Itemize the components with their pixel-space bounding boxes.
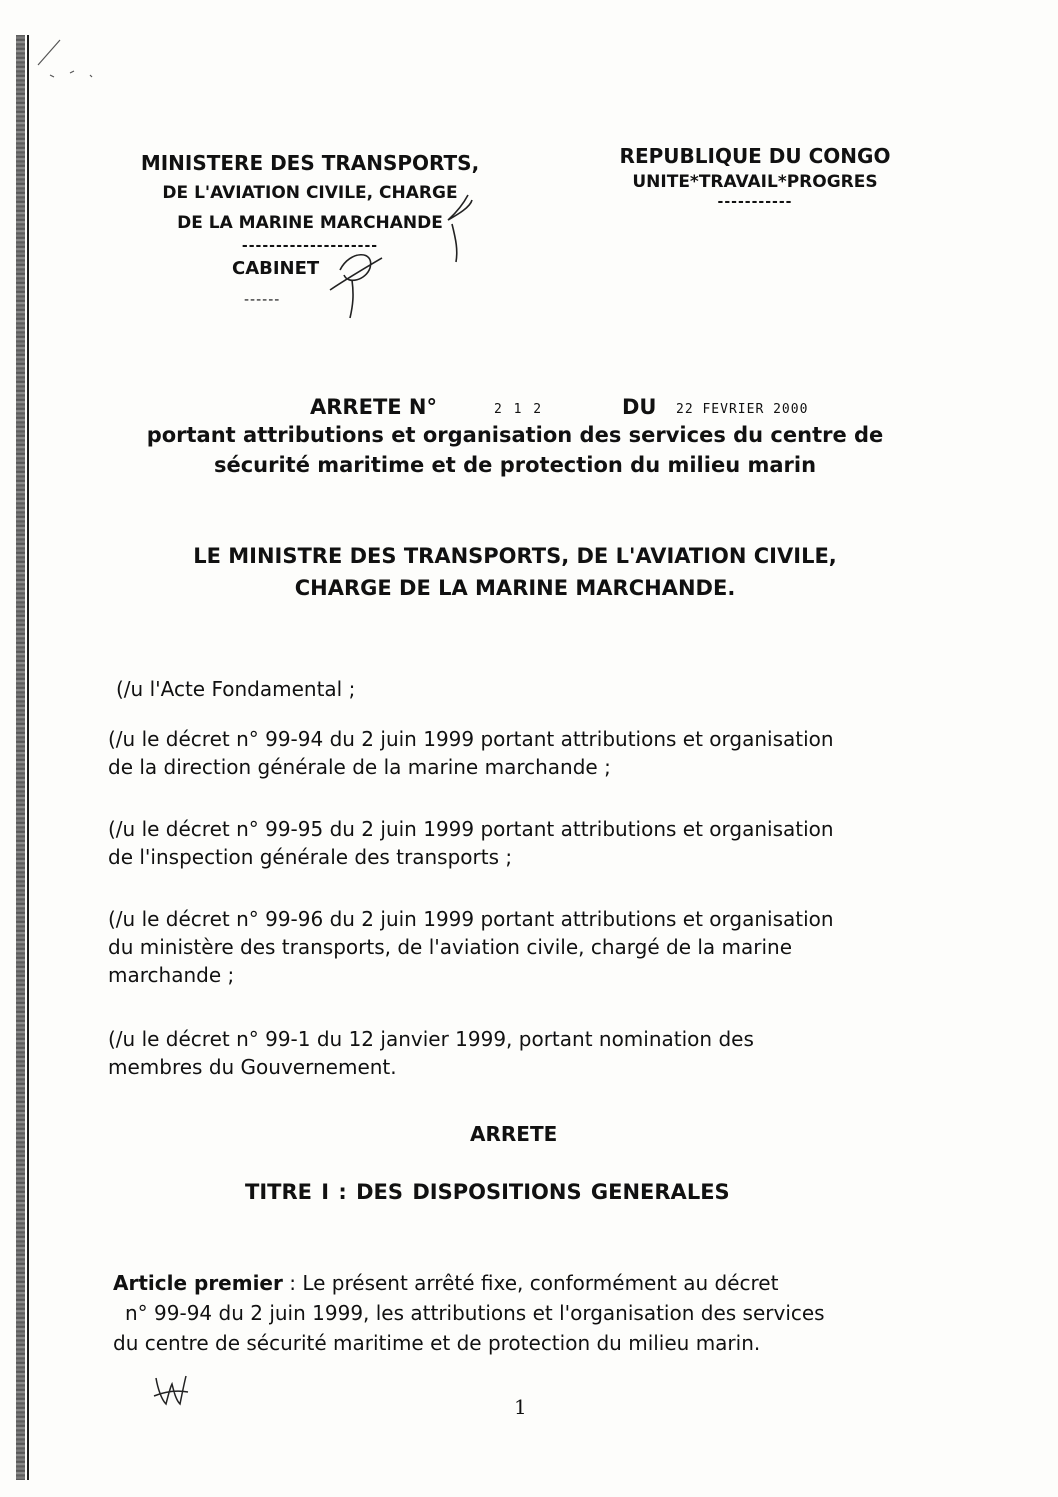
republic-separator: ----------- <box>717 194 793 210</box>
considerant-5 <box>108 1025 923 1081</box>
titre-heading: TITRE I : DES DISPOSITIONS GENERALES <box>245 1180 730 1204</box>
considerant-4-line-1: (/u le décret n° 99-96 du 2 juin 1999 portant attributions et organisation <box>108 907 834 931</box>
considerant-3-line-1: (/u le décret n° 99-95 du 2 juin 1999 portant attributions et organisation <box>108 817 834 841</box>
considerant-4-line-2: du ministère des transports, de l'aviation civile, chargé de la marine <box>108 935 793 959</box>
considerant-4 <box>108 905 923 989</box>
handwritten-paraph-mark <box>320 240 390 320</box>
ministry-line-2: DE L'AVIATION CIVILE, CHARGE <box>162 183 458 203</box>
country-name: REPUBLIQUE DU CONGO <box>619 144 891 168</box>
arrete-heading: ARRETE <box>470 1122 558 1146</box>
scan-smudge-mark <box>30 35 100 85</box>
minister-heading <box>100 540 930 604</box>
minister-line-1: LE MINISTRE DES TRANSPORTS, DE L'AVIATION CIVILE, <box>193 544 837 568</box>
considerant-1-line-1: (/u l'Acte Fondamental ; <box>116 677 356 701</box>
considerant-5-line-1: (/u le décret n° 99-1 du 12 janvier 1999, portant nomination des <box>108 1027 754 1051</box>
arrete-subject <box>100 420 930 480</box>
considerant-5-line-2: membres du Gouvernement. <box>108 1055 397 1079</box>
considerant-2-line-2: de la direction générale de la marine marchande ; <box>108 755 611 779</box>
arrete-number-label: ARRETE N° <box>310 395 437 419</box>
considerant-2-line-1: (/u le décret n° 99-94 du 2 juin 1999 portant attributions et organisation <box>108 727 834 751</box>
article-line-2: n° 99-94 du 2 juin 1999, les attributions et l'organisation des services <box>125 1301 825 1325</box>
national-motto: UNITE*TRAVAIL*PROGRES <box>632 172 878 192</box>
subject-line-2: sécurité maritime et de protection du milieu marin <box>213 453 817 477</box>
cabinet-separator: ------ <box>244 292 281 308</box>
article-label: Article premier <box>113 1271 283 1295</box>
handwritten-initial-mark <box>430 190 490 270</box>
considerant-4-line-3: marchande ; <box>108 963 235 987</box>
scan-edge <box>16 35 25 1480</box>
cabinet-label: CABINET <box>232 258 320 279</box>
ministry-line-1: MINISTERE DES TRANSPORTS, <box>140 151 480 175</box>
considerant-1 <box>116 675 931 703</box>
article-line-3: du centre de sécurité maritime et de protection du milieu marin. <box>113 1331 761 1355</box>
article-line-1: : Le présent arrêté fixe, conformément au décret <box>282 1271 779 1295</box>
article-premier <box>113 1268 903 1358</box>
republic-header <box>590 142 920 210</box>
subject-line-1: portant attributions et organisation des services du centre de <box>146 423 884 447</box>
scan-edge-line <box>27 35 29 1480</box>
considerant-2 <box>108 725 923 781</box>
ministry-separator: -------------------- <box>241 238 379 254</box>
handwritten-initials-mark <box>150 1370 190 1410</box>
considerant-3-line-2: de l'inspection générale des transports ; <box>108 845 513 869</box>
page-number: 1 <box>514 1395 527 1419</box>
arrete-date-label: DU <box>622 395 657 419</box>
arrete-date: 22 FEVRIER 2000 <box>676 402 809 417</box>
arrete-number: 2 1 2 <box>494 402 544 417</box>
minister-line-2: CHARGE DE LA MARINE MARCHANDE. <box>294 576 736 600</box>
considerant-3 <box>108 815 923 871</box>
ministry-line-3: DE LA MARINE MARCHANDE <box>177 213 443 233</box>
